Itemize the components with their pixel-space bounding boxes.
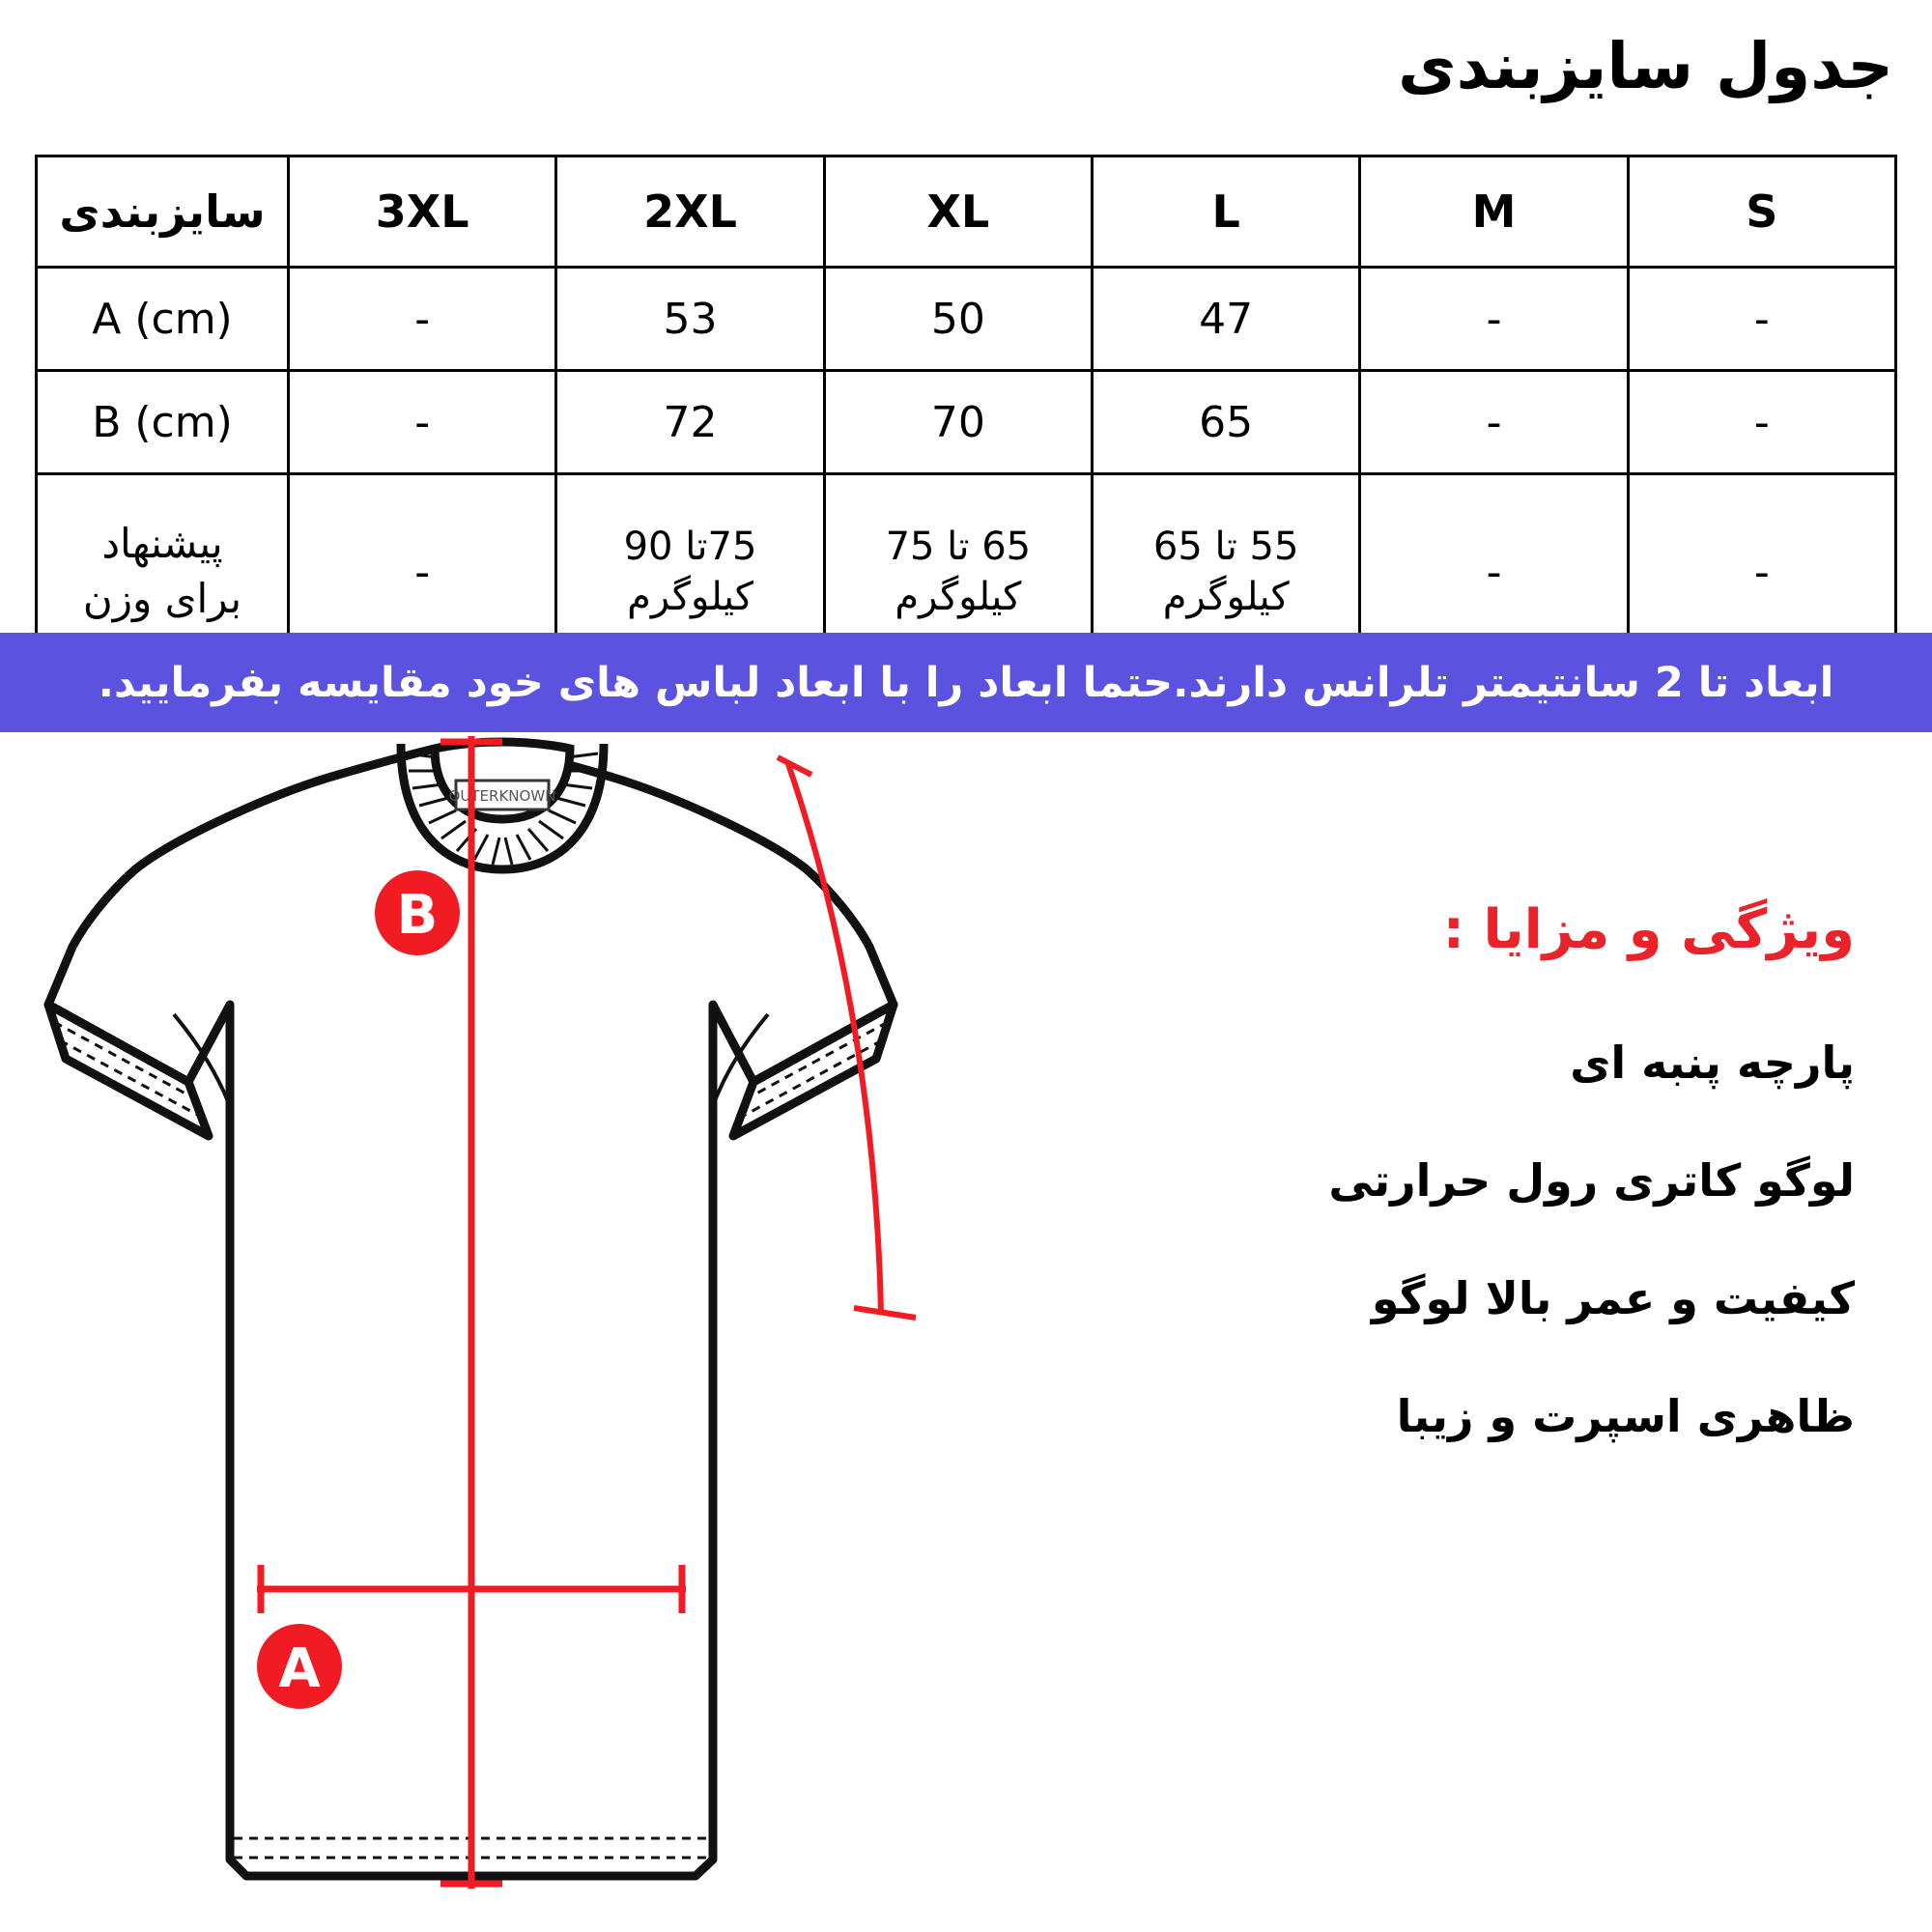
feature-item: ظاهری اسپرت و زیبا: [1396, 1390, 1855, 1442]
neck-label-text: OUTERKNOWN: [448, 787, 556, 805]
size-table-container: [35, 155, 1897, 671]
row-label-weight-line2: برای وزن: [82, 575, 242, 622]
cell-a-l: 47: [1093, 268, 1360, 371]
cell-a-xl: 50: [824, 268, 1092, 371]
badge-a-text: A: [278, 1637, 321, 1700]
table-row: [37, 268, 1896, 371]
tshirt-diagram: [19, 715, 1140, 1922]
cell-a-s: -: [1628, 268, 1895, 371]
cell-b-xl: 70: [824, 371, 1092, 474]
header-cell-3xl: 3XL: [289, 156, 556, 268]
cell-a-2xl: 53: [556, 268, 824, 371]
feature-item: پارچه پنبه ای: [1570, 1037, 1855, 1089]
size-table: [35, 155, 1897, 671]
header-cell-sizing: سایزبندی: [37, 156, 289, 268]
cell-weight-m: -: [1360, 474, 1628, 670]
cell-weight-2xl-text: 75تا 90 کیلوگرم: [623, 525, 757, 619]
features-section: [1256, 898, 1874, 1508]
features-title: ویژگی و مزایا :: [1442, 898, 1855, 961]
table-header-row: [37, 156, 1896, 268]
badge-a: [257, 1624, 342, 1709]
row-label-b: B (cm): [37, 371, 289, 474]
cell-b-m: -: [1360, 371, 1628, 474]
cell-b-s: -: [1628, 371, 1895, 474]
page-title: جدول سایزبندی: [1398, 29, 1893, 103]
header-cell-xl: XL: [824, 156, 1092, 268]
cell-b-2xl: 72: [556, 371, 824, 474]
feature-item: لوگو کاتری رول حرارتی: [1328, 1154, 1855, 1207]
cell-b-3xl: -: [289, 371, 556, 474]
cell-a-m: -: [1360, 268, 1628, 371]
badge-b: [375, 870, 460, 955]
tolerance-notice: ابعاد تا 2 سانتیمتر تلرانس دارند.حتما ابعاد را با ابعاد لباس های خود مقایسه بفرمایید.: [0, 633, 1932, 732]
cell-weight-l-text: 55 تا 65 کیلوگرم: [1152, 525, 1299, 619]
header-cell-s: S: [1628, 156, 1895, 268]
header-cell-l: L: [1093, 156, 1360, 268]
row-label-a: A (cm): [37, 268, 289, 371]
header-cell-2xl: 2XL: [556, 156, 824, 268]
feature-item: کیفیت و عمر بالا لوگو: [1371, 1272, 1855, 1324]
row-label-weight-line1: پیشنهاد: [101, 520, 223, 568]
cell-weight-s: -: [1628, 474, 1895, 670]
badge-b-text: B: [396, 884, 439, 947]
header-cell-m: M: [1360, 156, 1628, 268]
cell-a-3xl: -: [289, 268, 556, 371]
cell-b-l: 65: [1093, 371, 1360, 474]
table-row: [37, 371, 1896, 474]
cell-weight-3xl: -: [289, 474, 556, 670]
cell-weight-xl-text: 65 تا 75 کیلوگرم: [885, 525, 1032, 619]
